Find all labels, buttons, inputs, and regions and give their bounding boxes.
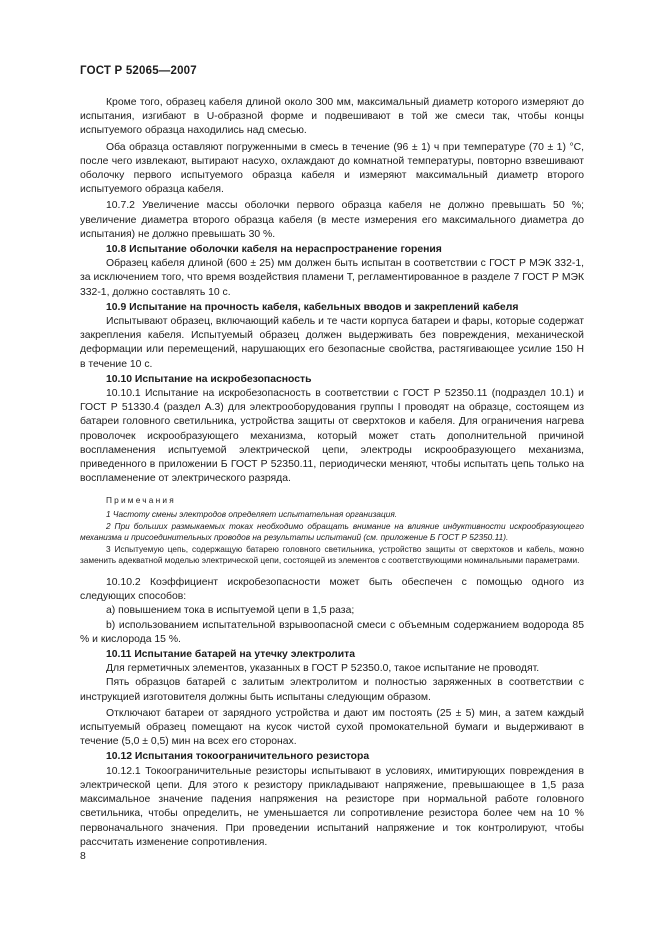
list-item: b) использованием испытательной взрывоопасной смеси с объемным содержанием водорода 85 % и кислорода 15 %. [80, 619, 584, 645]
paragraph-10-10-2: 10.10.2 Коэффициент искробезопасности может быть обеспечен с помощью одного из следующих способов: [80, 577, 584, 603]
page-number: 8 [80, 851, 86, 862]
paragraph: Отключают батареи от зарядного устройства и дают им постоять (25 ± 5) мин, а затем каждый испытуемый образец помещают на кусок чистой сухой промокательной бумаги и выдерживают в течение (5,0 ± 0,5) мин на всех его сторонах. [80, 707, 584, 748]
section-heading-10-8: 10.8 Испытание оболочки кабеля на нераспространение горения [106, 244, 442, 256]
document-header: ГОСТ Р 52065—2007 [80, 65, 197, 77]
paragraph: Оба образца оставляют погруженными в смесь в течение (96 ± 1) ч при температуре (70 ± 1) °С, после чего извлекают, вытирают насухо, охлаждают до комнатной температуры, повторно взвешивают оболочку первого испытуемого образца кабеля и измеряют максимальный диаметр второго испытуемого образца кабеля. [80, 141, 584, 196]
paragraph: Испытывают образец, включающий кабель и те части корпуса батареи и фары, которые содержат закрепления кабеля. Испытуемый образец должен выдерживать без повреждения, механической деформации или перемещений, нарушающих его безопасные свойства, растягивающее усилие 150 Н в течение 10 с. [80, 316, 584, 370]
paragraph-10-10-1: 10.10.1 Испытание на искробезопасность в соответствии с ГОСТ Р 52350.11 (подраздел 10.1) и ГОСТ Р 51330.4 (раздел А.3) для электрооборудования группы I проводят на образце, состоящем из батареи головного светильника, устройства защиты от сверхтоков и кабеля. Для ограничения нагрева проволочек искрообразующего механизма, который может стать дополнительной причиной воспламенения испытуемой электрической цепи, электроды искрообразующего механизма, приведенного в приложении Б ГОСТ Р 52350.11, периодически меняют, чтобы испытать цепь только на воспламенение от электрического разряда. [80, 388, 584, 485]
section-heading-10-12: 10.12 Испытания токоограничительного резистора [106, 751, 370, 763]
paragraph: Кроме того, образец кабеля длиной около 300 мм, максимальный диаметр которого измеряют до испытания, изгибают в U-образной форме и подвешивают в той же смеси так, чтобы концы испытуемого образца находились над смесью. [80, 97, 584, 137]
note-item: 3 Испытуемую цепь, содержащую батарею головного светильника, устройство защиты от сверхтоков и кабель, можно заменить адекватной моделью электрической цепи, состоящей из элементов с соответствующими номинальными параметрами. [80, 543, 584, 566]
section-heading-10-11: 10.11 Испытание батарей на утечку электролита [106, 649, 356, 661]
paragraph: Пять образцов батарей с залитым электролитом и полностью заряженных в соответствии с инструкцией изготовителя должны быть испытаны следующим образом. [80, 677, 584, 703]
paragraph-10-12-1: 10.12.1 Токоограничительные резисторы испытывают в условиях, имитирующих повреждения в электрической цепи. Для этого к резистору прикладывают напряжение, превышающее в 1,5 раза максимальное значение падения напряжения на резисторе при нормальной работе головного светильника, чтобы определить, не уменьшается ли сопротивление резистора более чем на 10 % первоначального значения. При проведении испытаний напряжение и ток контролируют, чтобы рассчитать изменение сопротивления. [80, 765, 584, 848]
notes-block [80, 495, 584, 567]
section-heading-10-9: 10.9 Испытание на прочность кабеля, кабельных вводов и закреплений кабеля [106, 301, 519, 313]
note-item: 1 Частоту смены электродов определяет испытательная организация. [106, 509, 398, 520]
section-heading-10-10: 10.10 Испытание на искробезопасность [106, 373, 312, 385]
paragraph-10-7-2: 10.7.2 Увеличение массы оболочки первого образца кабеля не должно превышать 50 %; увеличение диаметра второго образца кабеля (в месте измерения его максимального диаметра до испытания) не должно превышать 30 %. [80, 200, 584, 240]
note-item: 2 При больших размыкаемых токах необходимо обращать внимание на влияние индуктивности искрообразующего механизма и присоединительных проводов на результаты испытаний (см. приложение Б ГОСТ Р 52350.11). [80, 520, 584, 543]
document-body [80, 96, 584, 850]
paragraph: Для герметичных элементов, указанных в ГОСТ Р 52350.0, такое испытание не проводят. [106, 663, 540, 675]
list-item: a) повышением тока в испытуемой цепи в 1,5 раза; [106, 605, 355, 617]
notes-title: Примечания [106, 495, 176, 506]
methods-list [80, 604, 584, 647]
paragraph: Образец кабеля длиной (600 ± 25) мм должен быть испытан в соответствии с ГОСТ Р МЭК 332-1, за исключением того, что время воздействия пламени Т, регламентированное в разделе 7 ГОСТ Р МЭК 332-1, должно составлять 10 с. [80, 258, 584, 298]
